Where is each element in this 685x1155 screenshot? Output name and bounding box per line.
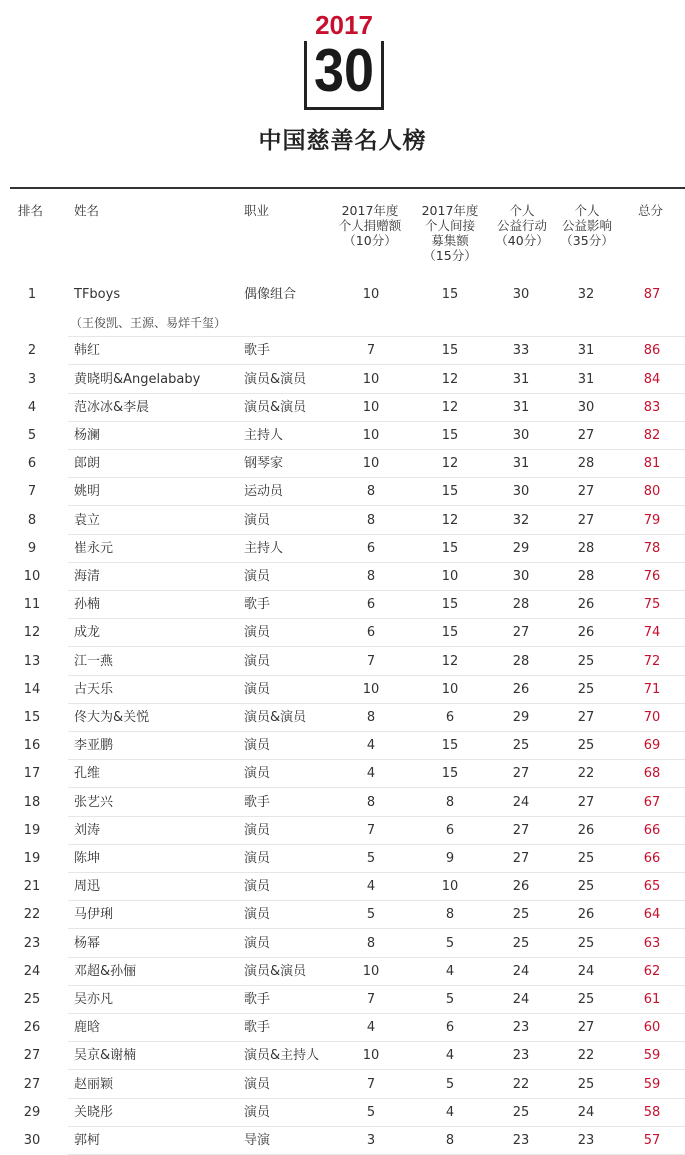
name-cell: 姚明 bbox=[74, 484, 101, 500]
table-row bbox=[10, 337, 685, 365]
donation-cell: 7 bbox=[366, 653, 376, 669]
influence-cell: 24 bbox=[577, 963, 595, 979]
header-total: 总分 bbox=[638, 203, 664, 218]
total-cell: 61 bbox=[643, 992, 661, 1007]
influence-cell: 25 bbox=[577, 935, 595, 951]
action-cell: 27 bbox=[512, 766, 530, 782]
donation-cell: 6 bbox=[366, 597, 376, 613]
table-row bbox=[10, 366, 685, 394]
table-row bbox=[10, 1127, 685, 1155]
name-cell: 孔维 bbox=[74, 766, 101, 782]
influence-cell: 25 bbox=[577, 851, 595, 866]
total-cell: 57 bbox=[643, 1133, 661, 1148]
total-cell: 68 bbox=[643, 766, 661, 782]
rank-cell: 7 bbox=[27, 484, 37, 500]
total-cell: 76 bbox=[643, 569, 661, 584]
fundraising-cell: 15 bbox=[441, 428, 459, 443]
donation-cell: 6 bbox=[366, 625, 376, 641]
table-row bbox=[10, 591, 685, 619]
rank-cell: 24 bbox=[23, 963, 41, 979]
name-cell: 郭柯 bbox=[74, 1133, 101, 1148]
total-cell: 62 bbox=[643, 963, 661, 979]
rank-cell: 16 bbox=[23, 738, 41, 754]
action-cell: 26 bbox=[512, 879, 530, 895]
rank-cell: 13 bbox=[23, 653, 41, 669]
influence-cell: 22 bbox=[577, 1048, 595, 1064]
influence-cell: 31 bbox=[577, 371, 595, 387]
rank-cell: 2 bbox=[27, 343, 37, 359]
total-cell: 59 bbox=[643, 1076, 661, 1092]
rank-cell: 25 bbox=[23, 992, 41, 1007]
name-cell: 周迅 bbox=[74, 879, 101, 895]
fundraising-cell: 5 bbox=[445, 935, 455, 951]
influence-cell: 26 bbox=[577, 597, 595, 613]
job-cell: 演员 bbox=[244, 935, 271, 951]
job-cell: 运动员 bbox=[244, 484, 284, 500]
name-cell: 孙楠 bbox=[74, 597, 101, 613]
name-cell: 古天乐 bbox=[74, 681, 114, 697]
fundraising-cell: 12 bbox=[441, 399, 459, 415]
name-cell: 范冰冰&李晨 bbox=[74, 399, 150, 415]
influence-cell: 25 bbox=[577, 738, 595, 754]
rank-cell: 27 bbox=[23, 1076, 41, 1092]
donation-cell: 7 bbox=[366, 822, 376, 838]
total-cell: 78 bbox=[643, 540, 661, 556]
influence-cell: 25 bbox=[577, 879, 595, 895]
rank-cell: 12 bbox=[23, 625, 41, 641]
donation-cell: 4 bbox=[366, 1020, 376, 1036]
table-row bbox=[10, 478, 685, 506]
table-row bbox=[10, 901, 685, 929]
total-cell: 83 bbox=[643, 399, 661, 415]
donation-cell: 7 bbox=[366, 343, 376, 359]
table-row bbox=[10, 1042, 685, 1070]
influence-cell: 28 bbox=[577, 569, 595, 584]
action-cell: 25 bbox=[512, 738, 530, 754]
influence-cell: 25 bbox=[577, 992, 595, 1007]
rank-cell: 14 bbox=[23, 681, 41, 697]
action-cell: 24 bbox=[512, 992, 530, 1007]
total-cell: 59 bbox=[643, 1048, 661, 1064]
fundraising-cell: 9 bbox=[445, 851, 455, 866]
action-cell: 25 bbox=[512, 907, 530, 923]
job-cell: 主持人 bbox=[244, 428, 284, 443]
influence-cell: 25 bbox=[577, 681, 595, 697]
fundraising-cell: 15 bbox=[441, 597, 459, 613]
job-cell: 歌手 bbox=[244, 1020, 271, 1036]
name-cell: TFboys bbox=[74, 287, 121, 302]
influence-cell: 28 bbox=[577, 456, 595, 472]
fundraising-cell: 15 bbox=[441, 738, 459, 754]
table-row bbox=[10, 507, 685, 535]
job-cell: 钢琴家 bbox=[244, 456, 284, 472]
name-cell: 吴亦凡 bbox=[74, 992, 114, 1007]
influence-cell: 24 bbox=[577, 1104, 595, 1120]
donation-cell: 8 bbox=[366, 512, 376, 528]
fundraising-cell: 15 bbox=[441, 484, 459, 500]
fundraising-cell: 6 bbox=[445, 822, 455, 838]
influence-cell: 26 bbox=[577, 822, 595, 838]
action-cell: 27 bbox=[512, 822, 530, 838]
logo-year: 2017 bbox=[299, 10, 389, 41]
influence-cell: 23 bbox=[577, 1133, 595, 1148]
rank-cell: 22 bbox=[23, 907, 41, 923]
total-cell: 75 bbox=[643, 597, 661, 613]
donation-cell: 8 bbox=[366, 935, 376, 951]
total-cell: 72 bbox=[643, 653, 661, 669]
fundraising-cell: 12 bbox=[441, 512, 459, 528]
donation-cell: 7 bbox=[366, 1076, 376, 1092]
name-cell: 韩红 bbox=[74, 343, 101, 359]
influence-cell: 26 bbox=[577, 907, 595, 923]
action-cell: 30 bbox=[512, 569, 530, 584]
donation-cell: 5 bbox=[366, 907, 376, 923]
influence-cell: 27 bbox=[577, 428, 595, 443]
action-cell: 30 bbox=[512, 287, 530, 302]
job-cell: 演员&演员 bbox=[244, 963, 307, 979]
rank-cell: 18 bbox=[23, 794, 41, 810]
job-cell: 演员 bbox=[244, 512, 271, 528]
donation-cell: 7 bbox=[366, 992, 376, 1007]
table-row bbox=[10, 676, 685, 704]
job-cell: 歌手 bbox=[244, 992, 271, 1007]
header-action: 个人 公益行动 （40分） bbox=[495, 203, 549, 248]
table-row bbox=[10, 817, 685, 845]
donation-cell: 10 bbox=[362, 399, 380, 415]
total-cell: 79 bbox=[643, 512, 661, 528]
table-row bbox=[10, 986, 685, 1014]
table-row bbox=[10, 563, 685, 591]
name-cell: 成龙 bbox=[74, 625, 101, 641]
fundraising-cell: 8 bbox=[445, 907, 455, 923]
logo-number: 30 bbox=[313, 37, 375, 104]
total-cell: 65 bbox=[643, 879, 661, 895]
rank-cell: 4 bbox=[27, 399, 37, 415]
action-cell: 22 bbox=[512, 1076, 530, 1092]
donation-cell: 8 bbox=[366, 569, 376, 584]
rank-cell: 8 bbox=[27, 512, 37, 528]
rank-cell: 26 bbox=[23, 1020, 41, 1036]
table-row bbox=[10, 789, 685, 817]
job-cell: 演员 bbox=[244, 879, 271, 895]
fundraising-cell: 10 bbox=[441, 681, 459, 697]
action-cell: 24 bbox=[512, 794, 530, 810]
donation-cell: 10 bbox=[362, 963, 380, 979]
action-cell: 24 bbox=[512, 963, 530, 979]
action-cell: 25 bbox=[512, 1104, 530, 1120]
donation-cell: 8 bbox=[366, 484, 376, 500]
influence-cell: 28 bbox=[577, 540, 595, 556]
page-title: 中国慈善名人榜 bbox=[258, 128, 427, 154]
total-cell: 67 bbox=[643, 794, 661, 810]
table-row bbox=[10, 1071, 685, 1099]
fundraising-cell: 4 bbox=[445, 963, 455, 979]
members-cell: （王俊凯、王源、易烊千玺） bbox=[70, 316, 227, 330]
name-cell: 佟大为&关悦 bbox=[74, 710, 150, 725]
table-row bbox=[10, 704, 685, 732]
fundraising-cell: 10 bbox=[441, 569, 459, 584]
action-cell: 31 bbox=[512, 371, 530, 387]
rank-cell: 17 bbox=[23, 766, 41, 782]
influence-cell: 27 bbox=[577, 484, 595, 500]
donation-cell: 5 bbox=[366, 1104, 376, 1120]
name-cell: 赵丽颖 bbox=[74, 1076, 114, 1092]
fundraising-cell: 4 bbox=[445, 1048, 455, 1064]
donation-cell: 10 bbox=[362, 1048, 380, 1064]
rank-cell: 11 bbox=[23, 597, 41, 613]
action-cell: 31 bbox=[512, 456, 530, 472]
rank-cell: 29 bbox=[23, 1104, 41, 1120]
job-cell: 歌手 bbox=[244, 597, 271, 613]
total-cell: 58 bbox=[643, 1104, 661, 1120]
donation-cell: 4 bbox=[366, 766, 376, 782]
total-cell: 87 bbox=[643, 287, 661, 302]
donation-cell: 6 bbox=[366, 540, 376, 556]
name-cell: 邓超&孙俪 bbox=[74, 963, 137, 979]
table-row bbox=[10, 1099, 685, 1127]
influence-cell: 27 bbox=[577, 794, 595, 810]
name-cell: 刘涛 bbox=[74, 822, 101, 838]
donation-cell: 10 bbox=[362, 681, 380, 697]
logo bbox=[304, 10, 384, 110]
table-row bbox=[10, 732, 685, 760]
influence-cell: 25 bbox=[577, 1076, 595, 1092]
table-row bbox=[10, 760, 685, 788]
rank-cell: 21 bbox=[23, 879, 41, 895]
name-cell: 袁立 bbox=[74, 512, 101, 528]
job-cell: 演员 bbox=[244, 907, 271, 923]
fundraising-cell: 5 bbox=[445, 1076, 455, 1092]
total-cell: 60 bbox=[643, 1020, 661, 1036]
influence-cell: 31 bbox=[577, 343, 595, 359]
total-cell: 69 bbox=[643, 738, 661, 754]
total-cell: 74 bbox=[643, 625, 661, 641]
fundraising-cell: 12 bbox=[441, 653, 459, 669]
job-cell: 演员 bbox=[244, 1104, 271, 1120]
rank-cell: 9 bbox=[27, 540, 37, 556]
job-cell: 演员 bbox=[244, 822, 271, 838]
table-row bbox=[10, 450, 685, 478]
table-row bbox=[10, 619, 685, 647]
table-row bbox=[10, 930, 685, 958]
header-donation: 2017年度 个人捐赠额 （10分） bbox=[338, 203, 402, 248]
job-cell: 演员 bbox=[244, 766, 271, 782]
rank-cell: 30 bbox=[23, 1133, 41, 1148]
job-cell: 演员&演员 bbox=[244, 399, 307, 415]
fundraising-cell: 8 bbox=[445, 1133, 455, 1148]
table-row bbox=[10, 648, 685, 676]
header-rule bbox=[10, 187, 685, 189]
job-cell: 演员 bbox=[244, 653, 271, 669]
name-cell: 杨澜 bbox=[74, 428, 101, 443]
fundraising-cell: 6 bbox=[445, 710, 455, 725]
action-cell: 25 bbox=[512, 935, 530, 951]
total-cell: 80 bbox=[643, 484, 661, 500]
total-cell: 71 bbox=[643, 681, 661, 697]
donation-cell: 3 bbox=[366, 1133, 376, 1148]
rank-cell: 23 bbox=[23, 935, 41, 951]
table-row bbox=[10, 873, 685, 901]
name-cell: 陈坤 bbox=[74, 851, 101, 866]
name-cell: 海清 bbox=[74, 569, 101, 584]
total-cell: 81 bbox=[643, 456, 661, 472]
fundraising-cell: 15 bbox=[441, 540, 459, 556]
action-cell: 23 bbox=[512, 1048, 530, 1064]
table-row bbox=[10, 394, 685, 422]
action-cell: 30 bbox=[512, 484, 530, 500]
influence-cell: 27 bbox=[577, 710, 595, 725]
fundraising-cell: 5 bbox=[445, 992, 455, 1007]
job-cell: 演员 bbox=[244, 681, 271, 697]
job-cell: 主持人 bbox=[244, 540, 284, 556]
fundraising-cell: 15 bbox=[441, 625, 459, 641]
fundraising-cell: 10 bbox=[441, 879, 459, 895]
fundraising-cell: 15 bbox=[441, 766, 459, 782]
job-cell: 歌手 bbox=[244, 343, 271, 359]
fundraising-cell: 8 bbox=[445, 794, 455, 810]
job-cell: 导演 bbox=[244, 1133, 271, 1148]
name-cell: 鹿晗 bbox=[74, 1020, 101, 1036]
header-influence: 个人 公益影响 （35分） bbox=[560, 203, 614, 248]
job-cell: 演员 bbox=[244, 851, 271, 866]
fundraising-cell: 12 bbox=[441, 456, 459, 472]
total-cell: 86 bbox=[643, 343, 661, 359]
name-cell: 关晓彤 bbox=[74, 1104, 114, 1120]
job-cell: 偶像组合 bbox=[244, 287, 297, 302]
fundraising-cell: 6 bbox=[445, 1020, 455, 1036]
donation-cell: 4 bbox=[366, 738, 376, 754]
rank-cell: 5 bbox=[27, 428, 37, 443]
table-row bbox=[10, 1014, 685, 1042]
influence-cell: 27 bbox=[577, 1020, 595, 1036]
action-cell: 31 bbox=[512, 399, 530, 415]
total-cell: 66 bbox=[643, 822, 661, 838]
donation-cell: 5 bbox=[366, 851, 376, 866]
donation-cell: 10 bbox=[362, 428, 380, 443]
total-cell: 63 bbox=[643, 935, 661, 951]
rank-cell: 19 bbox=[23, 851, 41, 866]
job-cell: 演员 bbox=[244, 738, 271, 754]
name-cell: 崔永元 bbox=[74, 540, 114, 556]
table-row bbox=[10, 281, 685, 337]
name-cell: 黄晓明&Angelababy bbox=[74, 371, 201, 387]
rank-cell: 1 bbox=[27, 287, 37, 302]
table-row bbox=[10, 845, 685, 873]
header-job: 职业 bbox=[244, 203, 270, 218]
rank-cell: 10 bbox=[23, 569, 41, 584]
rank-cell: 6 bbox=[27, 456, 37, 472]
influence-cell: 26 bbox=[577, 625, 595, 641]
total-cell: 82 bbox=[643, 428, 661, 443]
donation-cell: 4 bbox=[366, 879, 376, 895]
table-row bbox=[10, 535, 685, 563]
total-cell: 70 bbox=[643, 710, 661, 725]
job-cell: 演员 bbox=[244, 569, 271, 584]
job-cell: 演员&演员 bbox=[244, 371, 307, 387]
name-cell: 郎朗 bbox=[74, 456, 101, 472]
fundraising-cell: 12 bbox=[441, 371, 459, 387]
job-cell: 演员 bbox=[244, 1076, 271, 1092]
rank-cell: 15 bbox=[23, 710, 41, 725]
job-cell: 歌手 bbox=[244, 794, 271, 810]
header-fundraising: 2017年度 个人间接 募集额 （15分） bbox=[421, 203, 479, 263]
rank-cell: 19 bbox=[23, 822, 41, 838]
action-cell: 32 bbox=[512, 512, 530, 528]
total-cell: 64 bbox=[643, 907, 661, 923]
name-cell: 马伊琍 bbox=[74, 907, 114, 923]
job-cell: 演员&演员 bbox=[244, 710, 307, 725]
action-cell: 27 bbox=[512, 851, 530, 866]
table-row bbox=[10, 958, 685, 986]
donation-cell: 10 bbox=[362, 371, 380, 387]
rank-cell: 27 bbox=[23, 1048, 41, 1064]
influence-cell: 25 bbox=[577, 653, 595, 669]
action-cell: 29 bbox=[512, 710, 530, 725]
header-rank: 排名 bbox=[18, 203, 44, 218]
influence-cell: 22 bbox=[577, 766, 595, 782]
action-cell: 28 bbox=[512, 597, 530, 613]
influence-cell: 30 bbox=[577, 399, 595, 415]
table-row bbox=[10, 422, 685, 450]
donation-cell: 10 bbox=[362, 287, 380, 302]
name-cell: 吴京&谢楠 bbox=[74, 1048, 137, 1064]
name-cell: 杨幂 bbox=[74, 935, 101, 951]
donation-cell: 8 bbox=[366, 710, 376, 725]
total-cell: 84 bbox=[643, 371, 661, 387]
donation-cell: 10 bbox=[362, 456, 380, 472]
fundraising-cell: 15 bbox=[441, 343, 459, 359]
action-cell: 23 bbox=[512, 1020, 530, 1036]
fundraising-cell: 15 bbox=[441, 287, 459, 302]
action-cell: 29 bbox=[512, 540, 530, 556]
total-cell: 66 bbox=[643, 851, 661, 866]
fundraising-cell: 4 bbox=[445, 1104, 455, 1120]
influence-cell: 32 bbox=[577, 287, 595, 302]
job-cell: 演员&主持人 bbox=[244, 1048, 320, 1064]
job-cell: 演员 bbox=[244, 625, 271, 641]
header-name: 姓名 bbox=[74, 203, 100, 218]
action-cell: 28 bbox=[512, 653, 530, 669]
donation-cell: 8 bbox=[366, 794, 376, 810]
influence-cell: 27 bbox=[577, 512, 595, 528]
action-cell: 23 bbox=[512, 1133, 530, 1148]
action-cell: 33 bbox=[512, 343, 530, 359]
name-cell: 李亚鹏 bbox=[74, 738, 114, 754]
rank-cell: 3 bbox=[27, 371, 37, 387]
action-cell: 30 bbox=[512, 428, 530, 443]
action-cell: 27 bbox=[512, 625, 530, 641]
action-cell: 26 bbox=[512, 681, 530, 697]
name-cell: 江一燕 bbox=[74, 653, 114, 669]
name-cell: 张艺兴 bbox=[74, 794, 114, 810]
